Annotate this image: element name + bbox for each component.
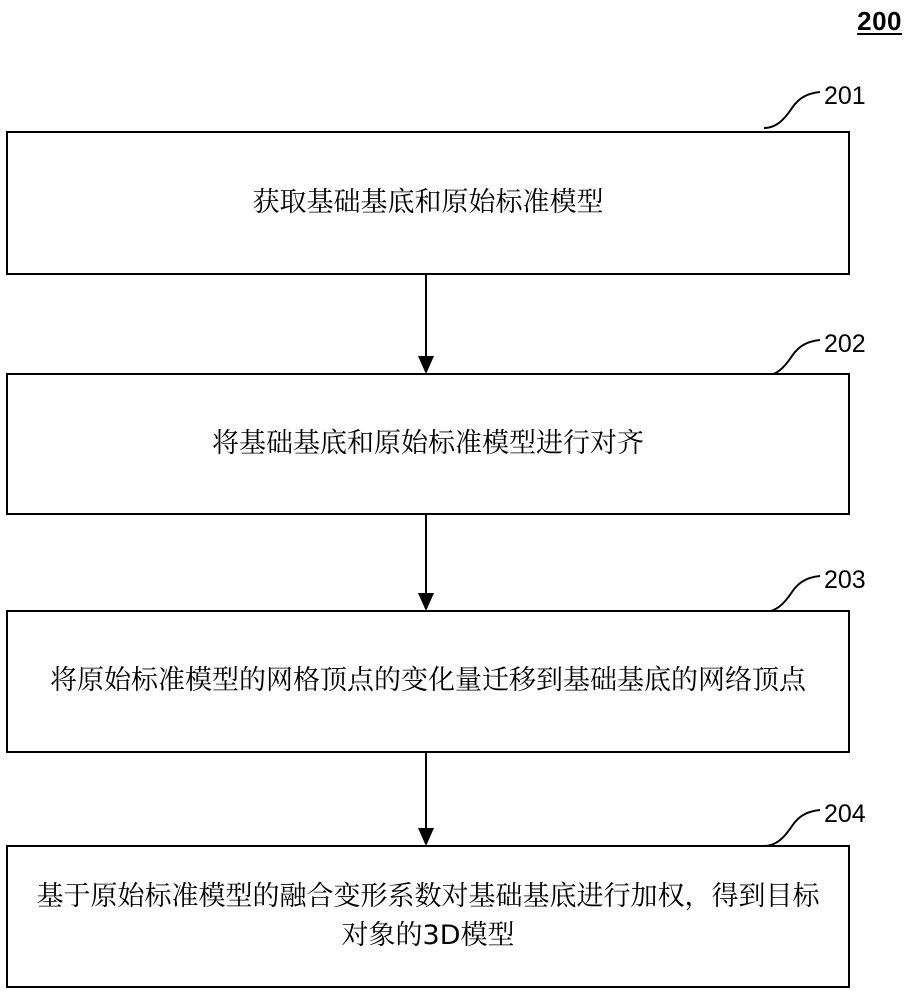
flow-step-text-202: 将基础基底和原始标准模型进行对齐 bbox=[212, 427, 644, 459]
connector-arrow-202-203 bbox=[406, 515, 446, 611]
step-reference-201: 201 bbox=[824, 82, 866, 110]
flow-step-text-204: 基于原始标准模型的融合变形系数对基础基底进行加权，得到目标对象的3D模型 bbox=[36, 881, 820, 951]
step-reference-202: 202 bbox=[824, 330, 866, 358]
figure-number: 200 bbox=[857, 6, 902, 36]
connector-arrow-203-204 bbox=[406, 753, 446, 846]
leader-line-203 bbox=[762, 574, 822, 614]
step-reference-204: 204 bbox=[824, 800, 866, 828]
flow-step-box-204[interactable] bbox=[6, 845, 850, 988]
flow-step-box-203[interactable] bbox=[6, 610, 850, 753]
flow-step-box-201[interactable] bbox=[6, 131, 850, 275]
leader-line-202 bbox=[762, 338, 822, 378]
leader-line-201 bbox=[762, 90, 822, 130]
step-reference-203: 203 bbox=[824, 566, 866, 594]
leader-line-204 bbox=[762, 808, 822, 848]
flow-step-text-203: 将原始标准模型的网格顶点的变化量迁移到基础基底的网络顶点 bbox=[50, 665, 806, 697]
flow-step-box-202[interactable] bbox=[6, 373, 850, 515]
connector-arrow-201-202 bbox=[406, 275, 446, 374]
flow-step-text-201: 获取基础基底和原始标准模型 bbox=[252, 186, 604, 218]
